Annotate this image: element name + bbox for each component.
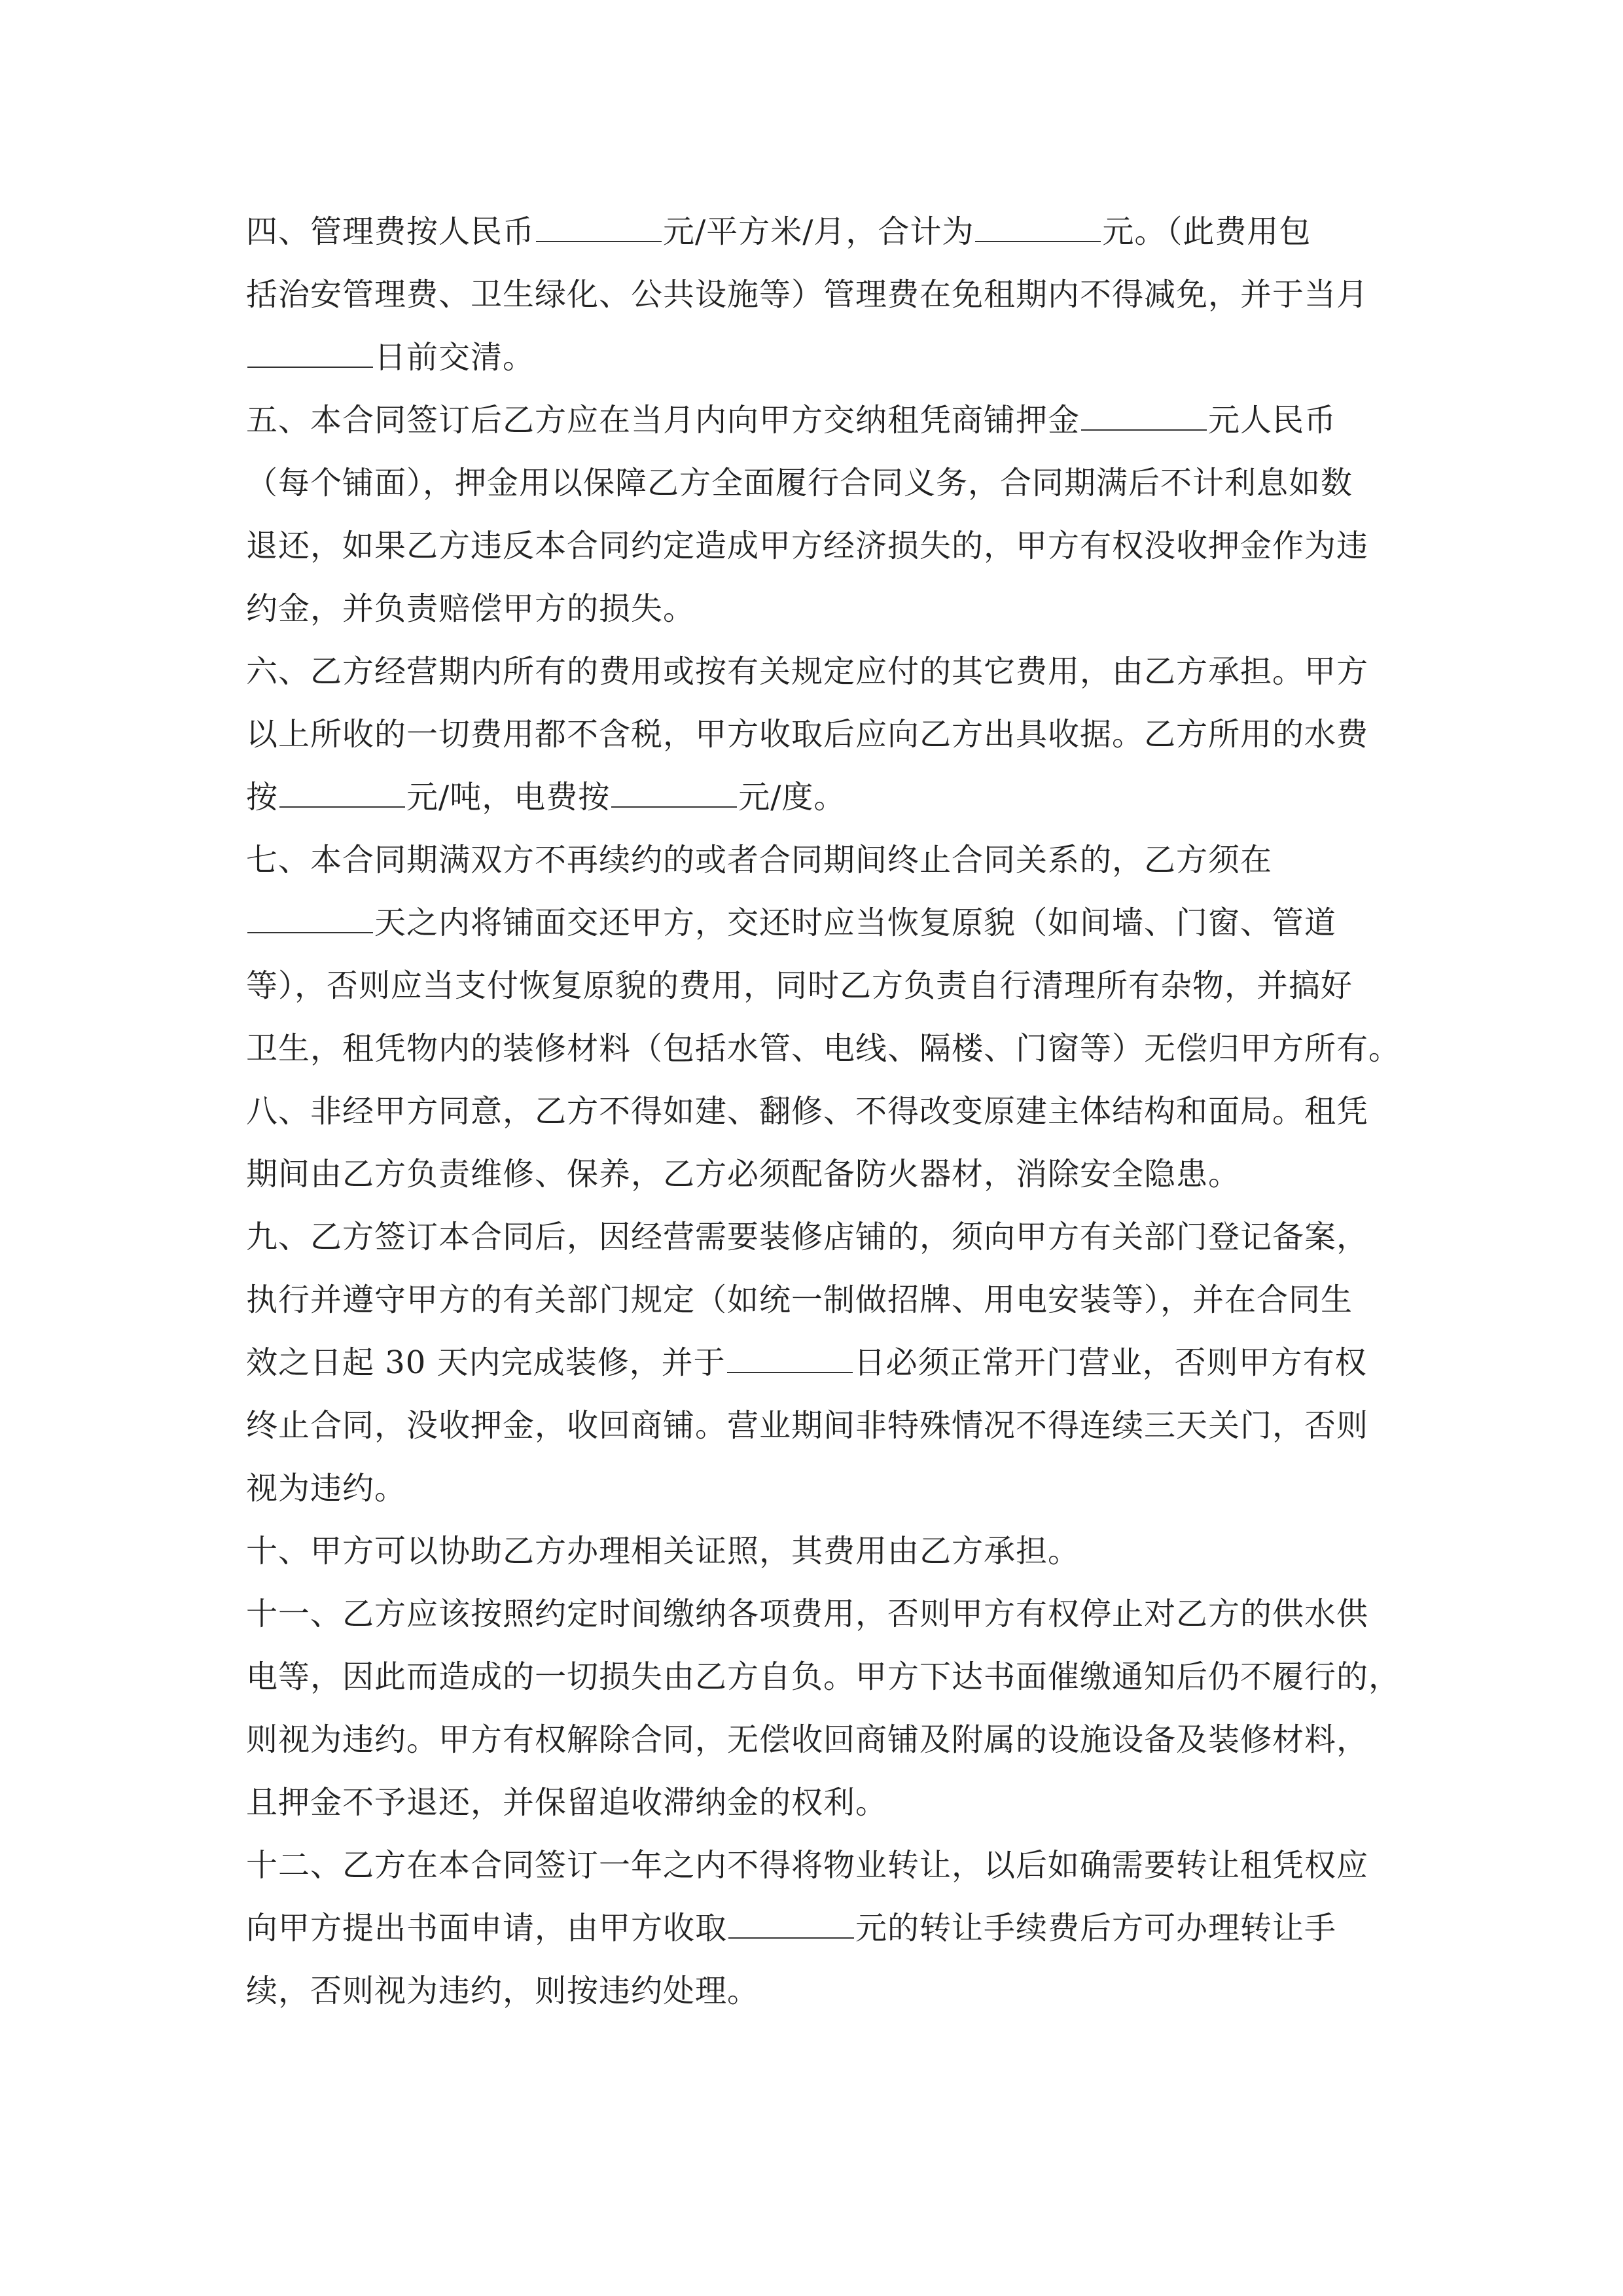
clause-text: 七、本合同期满双方不再续约的或者合同期间终止合同关系的，乙方须在 <box>246 842 1273 878</box>
clause-text: 元。（此费用包 <box>1102 213 1311 250</box>
clause-text: 向甲方提出书面申请，由甲方收取 <box>246 1910 728 1946</box>
clause-text: 等），否则应当支付恢复原貌的费用，同时乙方负责自行清理所有杂物，并搞好 <box>246 967 1353 1004</box>
clause-text: 八、非经甲方同意，乙方不得如建、翻修、不得改变原建主体结构和面局。租凭 <box>246 1093 1369 1130</box>
clause-text: 十一、乙方应该按照约定时间缴纳各项费用，否则甲方有权停止对乙方的供水供 <box>246 1596 1369 1632</box>
fill-in-blank <box>247 906 373 933</box>
clause-7-line <box>246 903 1336 942</box>
clause-11-line <box>246 1720 1368 1759</box>
clause-11-line <box>246 1594 1368 1634</box>
clause-text: 六、乙方经营期内所有的费用或按有关规定应付的其它费用，由乙方承担。甲方 <box>246 653 1369 690</box>
fill-in-blank <box>728 1911 854 1939</box>
clause-text: 元人民币 <box>1208 402 1337 439</box>
clause-text: 效之日起 30 天内完成装修，并于 <box>246 1344 726 1381</box>
clause-7-line <box>246 1029 1400 1068</box>
clause-text: 视为违约。 <box>246 1470 407 1507</box>
clause-7-line <box>246 840 1272 880</box>
clause-9-line <box>246 1406 1368 1445</box>
clause-6-line <box>246 778 846 817</box>
fill-in-blank <box>536 215 662 242</box>
clause-text: 九、乙方签订本合同后，因经营需要装修店铺的，须向甲方有关部门登记备案， <box>246 1219 1369 1255</box>
clause-text: 十二、乙方在本合同签订一年之内不得将物业转让，以后如确需要转让租凭权应 <box>246 1847 1369 1884</box>
clause-text: 日必须正常开门营业，否则甲方有权 <box>853 1344 1367 1381</box>
fill-in-blank <box>247 340 373 368</box>
clause-10-line <box>246 1532 1080 1571</box>
fill-in-blank <box>1081 403 1207 431</box>
clause-8-line <box>246 1092 1368 1131</box>
clause-5-line <box>246 463 1353 503</box>
clause-text: 续，否则视为违约，则按违约处理。 <box>246 1973 760 2009</box>
clause-text: 以上所收的一切费用都不含税，甲方收取后应向乙方出具收据。乙方所用的水费 <box>246 716 1369 753</box>
clause-text: 十、甲方可以协助乙方办理相关证照，其费用由乙方承担。 <box>246 1533 1080 1570</box>
clause-6-line <box>246 715 1368 754</box>
clause-text: 退还，如果乙方违反本合同约定造成甲方经济损失的，甲方有权没收押金作为违 <box>246 528 1369 564</box>
clause-text: 执行并遵守甲方的有关部门规定（如统一制做招牌、用电安装等），并在合同生 <box>246 1282 1353 1318</box>
clause-text: 元/平方米/月，合计为 <box>663 213 974 250</box>
clause-9-line <box>246 1280 1353 1319</box>
clause-text: 天之内将铺面交还甲方，交还时应当恢复原貌（如间墙、门窗、管道 <box>374 905 1337 941</box>
clause-text: 元/吨，电费按 <box>406 779 611 816</box>
clause-text: 日前交清。 <box>374 339 535 376</box>
clause-4-line <box>246 275 1368 314</box>
fill-in-blank <box>611 780 737 808</box>
clause-12-line <box>246 1971 759 2011</box>
clause-11-line <box>246 1783 887 1822</box>
clause-text: 终止合同，没收押金，收回商铺。营业期间非特殊情况不得连续三天关门，否则 <box>246 1407 1369 1444</box>
clause-6-line <box>246 652 1368 691</box>
clause-text: 卫生，租凭物内的装修材料（包括水管、电线、隔楼、门窗等）无偿归甲方所有。 <box>246 1030 1401 1067</box>
clause-4-line <box>246 338 535 377</box>
clause-4-line <box>246 212 1311 251</box>
clause-9-line <box>246 1217 1368 1257</box>
clause-8-line <box>246 1155 1240 1194</box>
clause-text: 电等，因此而造成的一切损失由乙方自负。甲方下达书面催缴通知后仍不履行的， <box>246 1659 1401 1695</box>
fill-in-blank <box>975 215 1101 242</box>
clause-5-line <box>246 526 1368 565</box>
clause-text: 括治安管理费、卫生绿化、公共设施等）管理费在免租期内不得减免，并于当月 <box>246 276 1369 313</box>
clause-5-line <box>246 401 1336 440</box>
clause-text: 约金，并负责赔偿甲方的损失。 <box>246 590 696 627</box>
fill-in-blank <box>727 1346 853 1373</box>
clause-7-line <box>246 966 1353 1005</box>
clause-9-line <box>246 1343 1367 1382</box>
clause-11-line <box>246 1657 1400 1696</box>
clause-text: 且押金不予退还，并保留追收滞纳金的权利。 <box>246 1784 888 1821</box>
clause-text: 四、管理费按人民币 <box>246 213 535 250</box>
clause-9-line <box>246 1469 406 1508</box>
clause-text: 五、本合同签订后乙方应在当月内向甲方交纳租凭商铺押金 <box>246 402 1080 439</box>
clause-12-line <box>246 1846 1368 1885</box>
clause-5-line <box>246 589 695 628</box>
clause-text: 则视为违约。甲方有权解除合同，无偿收回商铺及附属的设施设备及装修材料， <box>246 1721 1369 1758</box>
clause-12-line <box>246 1909 1336 1948</box>
clause-text: 元/度。 <box>738 779 846 816</box>
clause-text: 按 <box>246 779 279 816</box>
clause-text: 元的转让手续费后方可办理转让手 <box>855 1910 1337 1946</box>
clause-text: 期间由乙方负责维修、保养，乙方必须配备防火器材，消除安全隐患。 <box>246 1156 1241 1193</box>
fill-in-blank <box>279 780 405 808</box>
clause-text: （每个铺面），押金用以保障乙方全面履行合同义务，合同期满后不计利息如数 <box>246 465 1353 501</box>
